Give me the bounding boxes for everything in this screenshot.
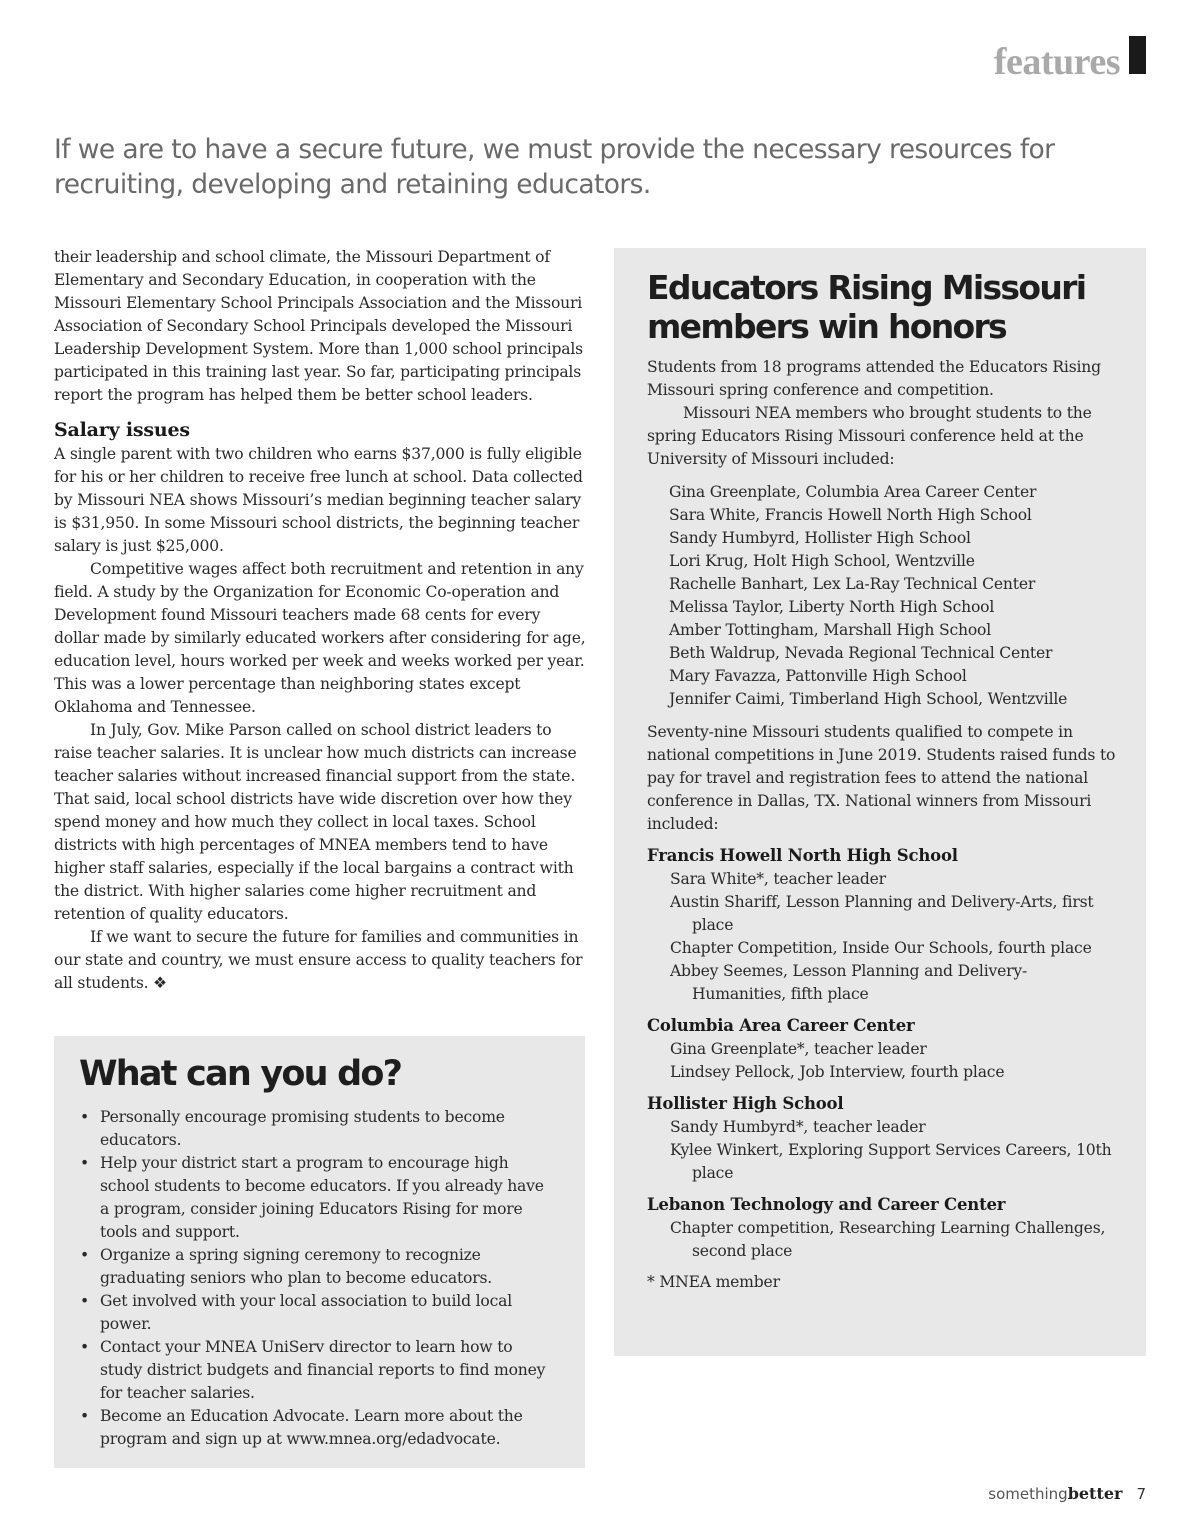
sidebar-title: Educators Rising Missouri members win honors: [647, 268, 1086, 346]
member-item: Melissa Taylor, Liberty North High School: [669, 598, 995, 616]
member-item: Gina Greenplate, Columbia Area Career Center: [669, 483, 1037, 501]
list-item: • Get involved with your local association to build local power.: [100, 1290, 552, 1336]
page-number: 7: [1136, 1485, 1146, 1503]
educators-rising-sidebar: [614, 248, 1146, 1356]
page-footer: [988, 1484, 1146, 1503]
list-item: • Organize a spring signing ceremony to recognize graduating seniors who plan to become educators.: [100, 1244, 552, 1290]
section-marker-bar: [1129, 36, 1146, 74]
winner-item: Austin Shariff, Lesson Planning and Delivery-Arts, first place: [670, 893, 1094, 934]
member-item: Sara White, Francis Howell North High School: [669, 506, 1032, 524]
list-item: • Help your district start a program to encourage high school students to become educators. If you already have a program, consider joining Educators Rising for more tools and support.: [100, 1152, 552, 1244]
salary-issues-heading: Salary issues: [54, 419, 190, 441]
winner-list: [670, 868, 1117, 1006]
winner-item: Sara White*, teacher leader: [670, 870, 886, 888]
article-closing-paragraph: If we want to secure the future for families and communities in our state and country, we must ensure access to quality teachers for all students. ❖: [54, 928, 583, 992]
member-item: Lori Krug, Holt High School, Wentzville: [669, 552, 975, 570]
list-item: • Become an Education Advocate. Learn more about the program and sign up at www.mnea.org/edadvocate.: [100, 1405, 552, 1451]
winner-list: [670, 1217, 1117, 1263]
winner-item: Kylee Winkert, Exploring Support Services Careers, 10th place: [670, 1141, 1112, 1182]
pull-quote: If we are to have a secure future, we must provide the necessary resources for recruiting, developing and retaining educators.: [54, 134, 1055, 200]
sidebar-paragraph: Missouri NEA members who brought students to the spring Educators Rising Missouri conference held at the University of Missouri included:: [647, 404, 1092, 468]
sidebar-paragraph: Students from 18 programs attended the Educators Rising Missouri spring conference and competition.: [647, 358, 1101, 399]
member-item: Amber Tottingham, Marshall High School: [669, 621, 992, 639]
school-heading: Francis Howell North High School: [647, 846, 958, 865]
member-item: Rachelle Banhart, Lex La-Ray Technical Center: [669, 575, 1036, 593]
article-paragraph: A single parent with two children who earns $37,000 is fully eligible for his or her children to receive free lunch at school. Data collected by Missouri NEA shows Missouri’s median beginning teacher salary is $31,950. In some Missouri school districts, the beginning teacher salary is just $25,000.: [54, 445, 583, 555]
winner-item: Lindsey Pellock, Job Interview, fourth place: [670, 1063, 1005, 1081]
list-item: • Contact your MNEA UniServ director to learn how to study district budgets and financial reports to find money for teacher salaries.: [100, 1336, 552, 1405]
winner-list: [670, 1116, 1117, 1185]
member-item: Jennifer Caimi, Timberland High School, Wentzville: [669, 690, 1068, 708]
footnote: * MNEA member: [647, 1273, 780, 1291]
magazine-name-bold: better: [1067, 1484, 1123, 1503]
winner-item: Gina Greenplate*, teacher leader: [670, 1040, 927, 1058]
article-column: [54, 246, 588, 995]
school-heading: Lebanon Technology and Career Center: [647, 1195, 1006, 1214]
sidebar-body: [647, 356, 1117, 1294]
winner-item: Abbey Seemes, Lesson Planning and Delivery-Humanities, fifth place: [670, 962, 1028, 1003]
member-item: Sandy Humbyrd, Hollister High School: [669, 529, 971, 547]
member-item: Mary Favazza, Pattonville High School: [669, 667, 967, 685]
article-paragraph: In July, Gov. Mike Parson called on school district leaders to raise teacher salaries. It is unclear how much districts can increase teacher salaries without increased financial support from the state. That said, local school districts have wide discretion over how they spend money and how much they collect in local taxes. School districts with high percentages of MNEA members tend to have higher staff salaries, especially if the local bargains a contract with the district. With higher salaries come higher recruitment and retention of quality educators.: [54, 721, 577, 923]
winner-item: Chapter Competition, Inside Our Schools, fourth place: [670, 939, 1092, 957]
winner-item: Chapter competition, Researching Learning Challenges, second place: [670, 1219, 1106, 1260]
what-can-you-do-box: [54, 1036, 585, 1468]
what-can-you-do-title: What can you do?: [79, 1054, 402, 1094]
school-heading: Columbia Area Career Center: [647, 1016, 915, 1035]
list-item: • Personally encourage promising students to become educators.: [100, 1106, 552, 1152]
article-paragraph: Competitive wages affect both recruitment and retention in any field. A study by the Organization for Economic Co-operation and Development found Missouri teachers made 68 cents for every dollar made by similarly educated workers after considering for age, education level, hours worked per week and weeks worked per year. This was a lower percentage than neighboring states except Oklahoma and Tennessee.: [54, 560, 586, 716]
winner-item: Sandy Humbyrd*, teacher leader: [670, 1118, 926, 1136]
sidebar-paragraph: Seventy-nine Missouri students qualified to compete in national competitions in June 2019. Students raised funds to pay for travel and registration fees to attend the national conference in Dallas, TX. National winners from Missouri included:: [647, 723, 1116, 833]
article-intro-paragraph: their leadership and school climate, the Missouri Department of Elementary and Secondary Education, in cooperation with the Missouri Elementary School Principals Association and the Missouri Association of Secondary School Principals developed the Missouri Leadership Development System. More than 1,000 school principals participated in this training last year. So far, participating principals report the program has helped them be better school leaders.: [54, 248, 583, 404]
member-item: Beth Waldrup, Nevada Regional Technical Center: [669, 644, 1053, 662]
winner-list: [670, 1038, 1117, 1084]
action-list: [54, 1106, 552, 1451]
section-label: features: [993, 41, 1120, 83]
member-list: [669, 481, 1117, 711]
magazine-name-light: something: [988, 1485, 1068, 1503]
school-heading: Hollister High School: [647, 1094, 844, 1113]
